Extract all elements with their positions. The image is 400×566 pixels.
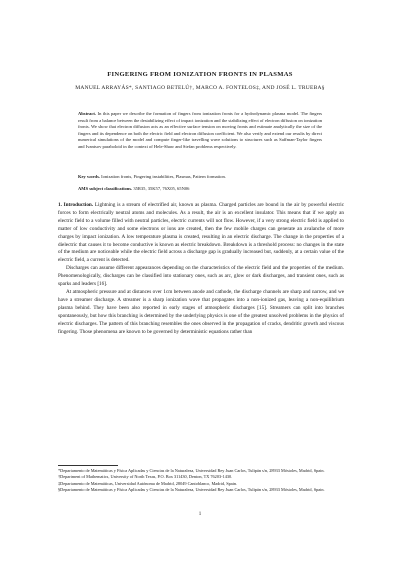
author-list: MANUEL ARRAYÁS*, SANTIAGO BETELÚ†, MARCO A. FONTELOS‡, AND JOSÉ L. TRUEBA§ — [75, 85, 325, 91]
keywords-text: Ionization fronts, Fingering instabilities, Plasmas, Pattern formation. — [101, 174, 226, 179]
footnote-rule — [58, 465, 118, 466]
abstract-text: In this paper we describe the formation of fingers from ionization fronts for a hydrodynamic plasma model. The fingers result from a balance between the destabilizing effect of impact ionization and the stabilizing effect of electron diffusion on ionization fronts. We show that electron diffusion acts as an effective surface tension on moving fronts and estimate analytically the size of the fingers and its dependence on both the electric field and electron diffusion coefficient. We also verify and extend our results by direct numerical simulations of the model and compute finger-like travelling wave solutions to structures such as Saffman-Taylor fingers and Ivantsov paraboloid in the context of Hele-Shaw and Stefan problems respectively. — [78, 111, 322, 149]
footnote-2: †Department of Mathematics, University of North Texas, P.O. Box 311430, Denton, TX 76203-1430. — [58, 474, 233, 480]
intro-paragraph-1-text: Lightning is a stream of electrified air, known as plasma. Charged particles are bound in the air by powerful electric forces to form electrically neutral atoms and molecules. As a result, the air is an excellent insulator. This means that if we apply an electric field to a volume filled with neutral particles, electric currents will not flow. However, if a very strong electric field is applied to matter of low conductivity and some electrons or ions are created, then the few mobile charges can generate an avalanche of more charges by impact ionization. A low temperature plasma is created, resulting in an electric discharge. The change in the properties of a dielectric that causes it to become conductive is known as electric breakdown. Breakdown is a threshold process: no changes in the state of the medium are noticeable while the electric field across a discharge gap is gradually increased but, suddenly, at a certain value of the electric field, a current is detected. — [58, 202, 345, 264]
footnote-3: ‡Departamento de Matemáticas, Universidad Autónoma de Madrid, 28049 Cantoblanco, Madrid, Spain. — [58, 480, 238, 486]
keywords — [78, 174, 322, 181]
abstract-label: Abstract. — [78, 111, 97, 116]
footnotes — [58, 468, 344, 494]
ams-text: 35R35, 35K57, 76X05, 65N06 — [133, 186, 190, 191]
section-heading: 1. Introduction. — [58, 202, 94, 208]
keywords-label: Key words. — [78, 174, 100, 179]
footnote-4: §Departamento de Matemáticas y Física Aplicadas y Ciencias de la Naturaleza, Universidad Rey Juan Carlos, Tulipán s/n, 28933 Móstoles, Madrid, Spain. — [58, 487, 325, 493]
intro-paragraph-3: At atmospheric pressure and at distances over 1cm between anode and cathode, the discharge channels are sharp and narrow, and we have a streamer discharge. A streamer is a sharp ionization wave that propagates into a non-ionized gas, leaving a non-equilibrium plasma behind. They have been also reported in early stages of atmospheric discharges [15]. Streamers can split into branches spontaneously, but how this branching is determined by the underlying physics is one of the greatest unsolved problems in the physics of electric discharges. The pattern of this branching resembles the ones observed in the propagation of cracks, dendritic growth and viscous fingering. Those phenomena are known to be governed by deterministic equations rather than — [58, 288, 344, 335]
intro-paragraph-2: Discharges can assume different appearances depending on the characteristics of the electric field and the properties of the medium. Phenomenologically, discharges can be classified into stationary ones, such as arc, glow or dark discharges, and transient ones, such as sparks and leaders [16]. — [58, 265, 344, 288]
footnote-1: *Departamento de Matemáticas y Física Aplicadas y Ciencias de la Naturaleza, Universidad Rey Juan Carlos, Tulipán s/n, 28933 Móstoles, Madrid, Spain. — [58, 468, 325, 473]
ams-classifications — [78, 186, 322, 193]
abstract — [78, 111, 322, 150]
introduction-section — [58, 202, 344, 336]
intro-paragraph-1 — [58, 202, 344, 265]
page-number: 1 — [198, 512, 202, 517]
ams-label: AMS subject classifications. — [78, 186, 133, 191]
paper-title: FINGERING FROM IONIZATION FRONTS IN PLASMAS — [107, 71, 293, 78]
